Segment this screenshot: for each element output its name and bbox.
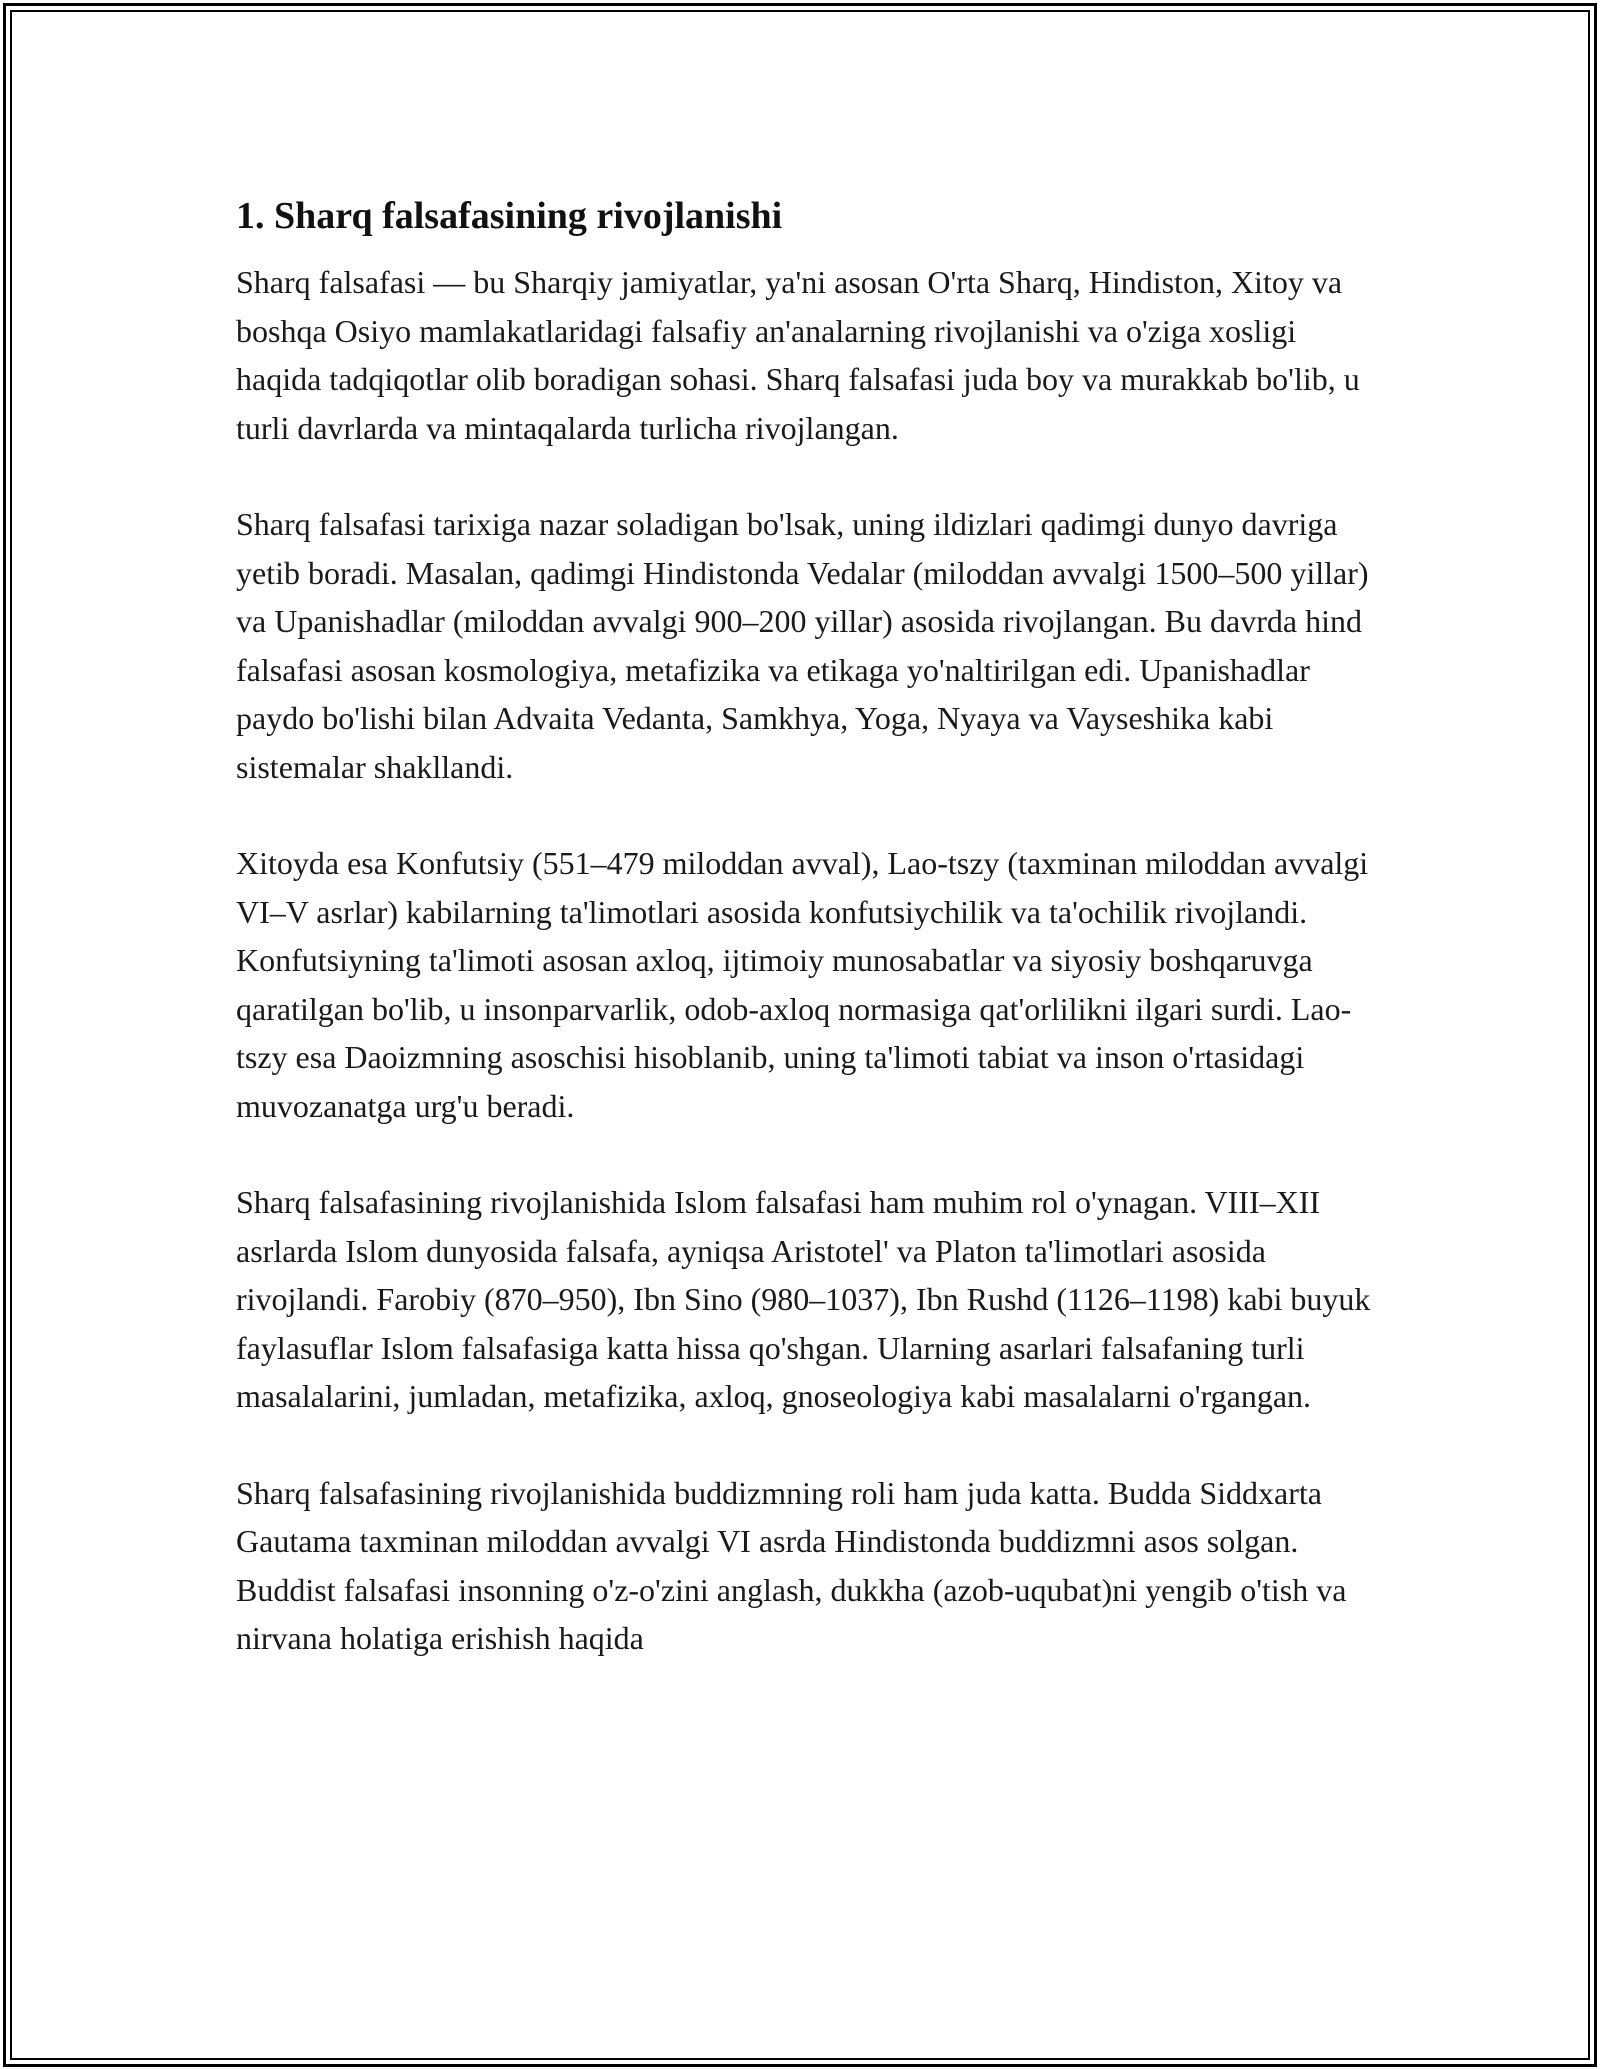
- section-heading: 1. Sharq falsafasining rivojlanishi: [236, 195, 783, 237]
- paragraph-islam: Sharq falsafasining rivojlanishida Islom falsafasi ham muhim rol o'ynagan. VIII–XII asrlarda Islom dunyosida falsafa, ayniqsa Aristotel' va Platon ta'limotlari asosida rivojlandi. Farobiy (870–950), Ibn Sino (980–1037), Ibn Rushd (1126–1198) kabi buyuk faylasuflar Islom falsafasiga katta hissa qo'shgan. Ularning asarlari falsafaning turli masalalarini, jumladan, metafizika, axloq, gnoseologiya kabi masalalarni o'rgangan.: [236, 1184, 1371, 1414]
- paragraph-india: Sharq falsafasi tarixiga nazar soladigan bo'lsak, uning ildizlari qadimgi dunyo davriga yetib boradi. Masalan, qadimgi Hindistonda Vedalar (miloddan avvalgi 1500–500 yillar) va Upanishadlar (miloddan avvalgi 900–200 yillar) asosida rivojlangan. Bu davrda hind falsafasi asosan kosmologiya, metafizika va etikaga yo'naltirilgan edi. Upanishadlar paydo bo'lishi bilan Advaita Vedanta, Samkhya, Yoga, Nyaya va Vayseshika kabi sistemalar shakllandi.: [236, 506, 1369, 785]
- paragraph-china: Xitoyda esa Konfutsiy (551–479 miloddan avval), Lao-tszy (taxminan miloddan avvalgi VI–V asrlar) kabilarning ta'limotlari asosida konfutsiychilik va ta'ochilik rivojlandi. Konfutsiyning ta'limoti asosan axloq, ijtimoiy munosabatlar va siyosiy boshqaruvga qaratilgan bo'lib, u insonparvarlik, odob-axloq normasiga qat'orlilikni ilgari surdi. Lao-tszy esa Daoizmning asoschisi hisoblanib, uning ta'limoti tabiat va inson o'rtasidagi muvozanatga urg'u beradi.: [236, 845, 1369, 1124]
- document-body: [236, 188, 1376, 1711]
- paragraph-intro: Sharq falsafasi — bu Sharqiy jamiyatlar, ya'ni asosan O'rta Sharq, Hindiston, Xitoy va boshqa Osiyo mamlakatlaridagi falsafiy an'analarning rivojlanishi va o'ziga xosligi haqida tadqiqotlar olib boradigan sohasi. Sharq falsafasi juda boy va murakkab bo'lib, u turli davrlarda va mintaqalarda turlicha rivojlangan.: [236, 264, 1360, 446]
- paragraph-buddhism: Sharq falsafasining rivojlanishida buddizmning roli ham juda katta. Budda Siddxarta Gautama taxminan miloddan avvalgi VI asrda Hindistonda buddizmni asos solgan. Buddist falsafasi insonning o'z-o'zini anglash, dukkha (azob-uqubat)ni yengib o'tish va nirvana holatiga erishish haqida: [236, 1474, 1347, 1656]
